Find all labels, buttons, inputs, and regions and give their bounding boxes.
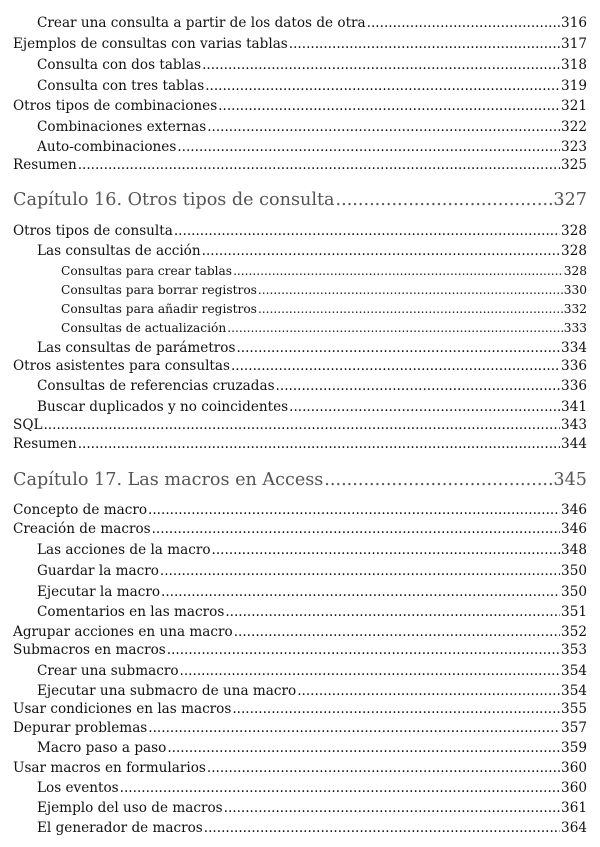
toc-leader bbox=[258, 302, 563, 316]
toc-entry-title: Buscar duplicados y no coincidentes bbox=[37, 399, 289, 415]
toc-entry-page: 341 bbox=[561, 399, 587, 415]
toc-entry-page: 317 bbox=[561, 36, 587, 52]
toc-entry-page: 353 bbox=[561, 642, 587, 658]
toc-entry[interactable] bbox=[13, 36, 587, 52]
toc-entry-page: 332 bbox=[563, 302, 587, 316]
toc-entry-title: El generador de macros bbox=[37, 820, 203, 836]
toc-entry-page: 323 bbox=[561, 139, 587, 155]
toc-entry-title: Usar condiciones en las macros bbox=[13, 701, 232, 717]
chapter-title: Capítulo 17. Las macros en Access bbox=[13, 470, 324, 490]
toc-leader bbox=[43, 417, 560, 433]
toc-entry-page: 360 bbox=[561, 780, 587, 796]
toc-entry-page: 346 bbox=[561, 502, 587, 518]
toc-entry[interactable] bbox=[13, 642, 587, 658]
toc-entry[interactable] bbox=[37, 780, 587, 796]
toc-leader bbox=[224, 800, 560, 816]
toc-entry[interactable] bbox=[13, 624, 587, 640]
toc-leader bbox=[148, 720, 560, 736]
toc-leader bbox=[204, 820, 560, 836]
toc-entry-page: 350 bbox=[561, 563, 587, 579]
toc-entry-page: 322 bbox=[561, 119, 587, 135]
toc-entry-title: Combinaciones externas bbox=[37, 119, 207, 135]
toc-entry-title: Crear una consulta a partir de los datos de otra bbox=[37, 15, 366, 31]
toc-leader bbox=[212, 542, 561, 558]
toc-entry[interactable] bbox=[37, 340, 587, 356]
toc-entry[interactable] bbox=[37, 683, 587, 699]
toc-entry-page: 328 bbox=[561, 223, 587, 239]
toc-entry-title: Crear una submacro bbox=[37, 663, 179, 679]
toc-entry[interactable] bbox=[13, 157, 587, 173]
toc-entry-page: 336 bbox=[561, 358, 587, 374]
toc-entry[interactable] bbox=[37, 800, 587, 816]
toc-leader bbox=[78, 436, 560, 452]
toc-entry-page: 333 bbox=[563, 321, 587, 335]
toc-entry[interactable] bbox=[61, 302, 587, 316]
toc-leader bbox=[225, 604, 560, 620]
toc-leader bbox=[160, 563, 560, 579]
toc-entry-title: Otros tipos de combinaciones bbox=[13, 98, 218, 114]
toc-leader bbox=[234, 624, 560, 640]
toc-entry[interactable] bbox=[13, 502, 587, 518]
toc-leader bbox=[289, 399, 560, 415]
toc-entry-title: Submacros en macros bbox=[13, 642, 166, 658]
toc-entry-title: Agrupar acciones en una macro bbox=[13, 624, 233, 640]
toc-entry-title: Consultas para añadir registros bbox=[61, 302, 257, 316]
toc-leader bbox=[78, 157, 560, 173]
toc-leader bbox=[167, 740, 560, 756]
toc-entry[interactable] bbox=[61, 321, 587, 335]
toc-entry-title: Usar macros en formularios bbox=[13, 760, 206, 776]
toc-entry-page: 352 bbox=[561, 624, 587, 640]
toc-leader bbox=[367, 15, 560, 31]
toc-leader bbox=[205, 78, 560, 94]
chapter-title: Capítulo 16. Otros tipos de consulta bbox=[13, 190, 335, 210]
toc-entry-title: Guardar la macro bbox=[37, 563, 159, 579]
toc-leader bbox=[167, 642, 560, 658]
toc-entry-title: Las acciones de la macro bbox=[37, 542, 211, 558]
toc-entry-title: Concepto de macro bbox=[13, 502, 148, 518]
toc-entry-title: Otros asistentes para consultas bbox=[13, 358, 230, 374]
toc-leader bbox=[276, 378, 561, 394]
toc-entry[interactable] bbox=[37, 243, 587, 259]
toc-leader bbox=[231, 358, 560, 374]
toc-entry-title: Ejemplo del uso de macros bbox=[37, 800, 223, 816]
toc-leader bbox=[233, 264, 563, 278]
toc-entry-title: Consulta con dos tablas bbox=[37, 57, 202, 73]
toc-entry-title: Auto-combinaciones bbox=[37, 139, 177, 155]
toc-entry-title: Ejecutar la macro bbox=[37, 584, 161, 600]
toc-entry[interactable] bbox=[37, 399, 587, 415]
toc-entry[interactable] bbox=[37, 15, 587, 31]
toc-leader bbox=[336, 190, 553, 210]
toc-leader bbox=[148, 502, 560, 518]
toc-entry[interactable] bbox=[37, 378, 587, 394]
toc-entry[interactable] bbox=[13, 223, 587, 239]
toc-entry-title: Las consultas de parámetros bbox=[37, 340, 236, 356]
toc-entry-title: Depurar problemas bbox=[13, 720, 148, 736]
toc-entry-title: Consultas de referencias cruzadas bbox=[37, 378, 275, 394]
toc-entry-page: 328 bbox=[561, 243, 587, 259]
toc-entry[interactable] bbox=[13, 521, 587, 537]
toc-entry[interactable] bbox=[13, 417, 587, 433]
chapter-heading[interactable] bbox=[13, 470, 587, 490]
toc-leader bbox=[174, 223, 560, 239]
toc-entry-page: 350 bbox=[561, 584, 587, 600]
toc-entry-title: Resumen bbox=[13, 436, 77, 452]
toc-entry-page: 351 bbox=[561, 604, 587, 620]
toc-entry-page: 321 bbox=[561, 98, 587, 114]
toc-entry-title: Los eventos bbox=[37, 780, 119, 796]
toc-entry[interactable] bbox=[61, 264, 587, 278]
toc-entry-title: Consultas para borrar registros bbox=[61, 283, 257, 297]
toc-leader bbox=[207, 760, 560, 776]
toc-leader bbox=[152, 521, 560, 537]
toc-entry[interactable] bbox=[37, 57, 587, 73]
toc-leader bbox=[120, 780, 560, 796]
toc-leader bbox=[218, 98, 560, 114]
toc-entry-page: 359 bbox=[561, 740, 587, 756]
toc-leader bbox=[202, 243, 560, 259]
toc-entry-page: 328 bbox=[563, 264, 587, 278]
toc-leader bbox=[207, 119, 560, 135]
toc-entry[interactable] bbox=[13, 358, 587, 374]
toc-entry[interactable] bbox=[37, 119, 587, 135]
toc-entry[interactable] bbox=[37, 563, 587, 579]
toc-leader bbox=[289, 36, 560, 52]
toc-entry-page: 361 bbox=[561, 800, 587, 816]
toc-entry-page: 319 bbox=[561, 78, 587, 94]
toc-entry-page: 355 bbox=[561, 701, 587, 717]
toc-entry-page: 316 bbox=[561, 15, 587, 31]
toc-entry-title: Consultas para crear tablas bbox=[61, 264, 233, 278]
toc-entry-title: Otros tipos de consulta bbox=[13, 223, 173, 239]
toc-entry[interactable] bbox=[13, 701, 587, 717]
chapter-heading[interactable] bbox=[13, 190, 587, 210]
toc-leader bbox=[232, 701, 560, 717]
toc-leader bbox=[161, 584, 560, 600]
toc-entry-page: 354 bbox=[561, 683, 587, 699]
toc-entry[interactable] bbox=[13, 720, 587, 736]
toc-leader bbox=[236, 340, 560, 356]
toc-entry-page: 360 bbox=[561, 760, 587, 776]
toc-entry-title: SQL bbox=[13, 417, 43, 433]
toc-entry[interactable] bbox=[37, 78, 587, 94]
toc-leader bbox=[202, 57, 560, 73]
toc-leader bbox=[258, 283, 563, 297]
toc-entry[interactable] bbox=[37, 820, 587, 836]
toc-entry[interactable] bbox=[37, 542, 587, 558]
toc-entry-title: Ejecutar una submacro de una macro bbox=[37, 683, 297, 699]
toc-entry[interactable] bbox=[37, 604, 587, 620]
toc-entry-title: Ejemplos de consultas con varias tablas bbox=[13, 36, 288, 52]
toc-entry[interactable] bbox=[37, 740, 587, 756]
toc-entry-title: Consulta con tres tablas bbox=[37, 78, 205, 94]
toc-leader bbox=[297, 683, 560, 699]
toc-entry[interactable] bbox=[61, 283, 587, 297]
toc-entry[interactable] bbox=[37, 139, 587, 155]
toc-entry-title: Creación de macros bbox=[13, 521, 151, 537]
toc-entry[interactable] bbox=[13, 760, 587, 776]
toc-entry-page: 325 bbox=[561, 157, 587, 173]
toc-entry[interactable] bbox=[13, 436, 587, 452]
toc-entry-page: 357 bbox=[561, 720, 587, 736]
toc-entry-page: 330 bbox=[563, 283, 587, 297]
toc-entry-page: 364 bbox=[561, 820, 587, 836]
toc-entry-page: 318 bbox=[561, 57, 587, 73]
toc-entry[interactable] bbox=[37, 584, 587, 600]
toc-entry-title: Consultas de actualización bbox=[61, 321, 227, 335]
toc-leader bbox=[177, 139, 560, 155]
toc-entry-page: 348 bbox=[561, 542, 587, 558]
toc-entry-title: Las consultas de acción bbox=[37, 243, 201, 259]
toc-entry-page: 346 bbox=[561, 521, 587, 537]
toc-entry-title: Comentarios en las macros bbox=[37, 604, 225, 620]
toc-leader bbox=[324, 470, 552, 490]
toc-entry-page: 344 bbox=[561, 436, 587, 452]
toc-entry-page: 336 bbox=[561, 378, 587, 394]
toc-entry[interactable] bbox=[13, 98, 587, 114]
toc-entry-page: 343 bbox=[561, 417, 587, 433]
toc-leader bbox=[227, 321, 563, 335]
chapter-page: 327 bbox=[553, 190, 587, 210]
chapter-page: 345 bbox=[553, 470, 587, 490]
toc-entry-page: 334 bbox=[561, 340, 587, 356]
toc-entry[interactable] bbox=[37, 663, 587, 679]
toc-entry-title: Resumen bbox=[13, 157, 77, 173]
toc-entry-page: 354 bbox=[561, 663, 587, 679]
toc-entry-title: Macro paso a paso bbox=[37, 740, 167, 756]
toc-leader bbox=[180, 663, 561, 679]
